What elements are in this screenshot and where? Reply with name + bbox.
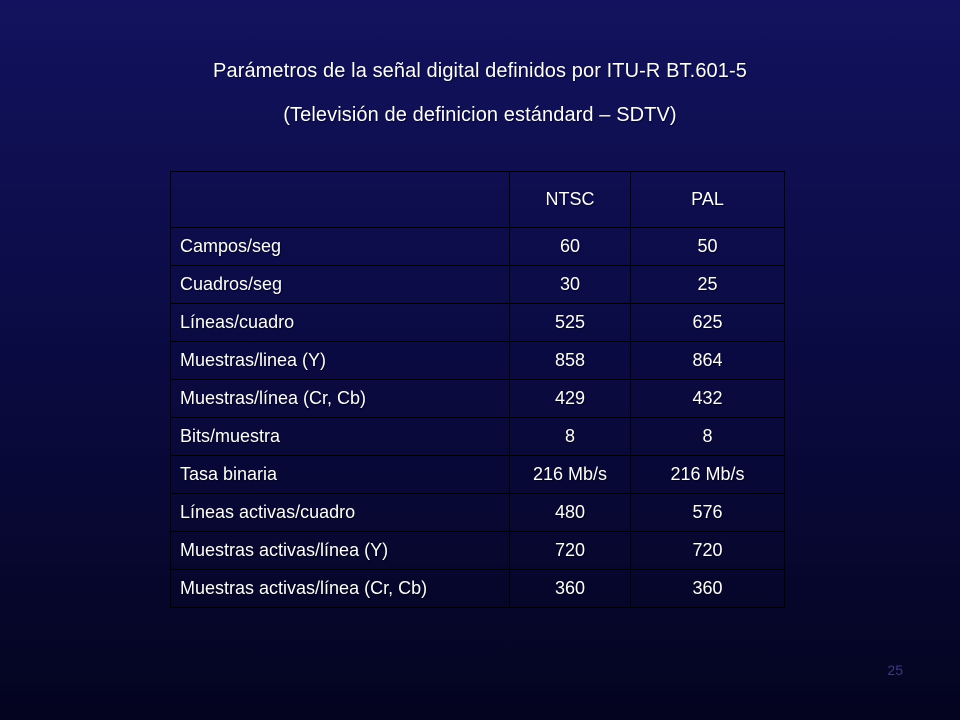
ntsc-value: 60 bbox=[510, 228, 631, 266]
row-label: Bits/muestra bbox=[171, 418, 510, 456]
table-row bbox=[171, 380, 785, 418]
ntsc-value: 8 bbox=[510, 418, 631, 456]
pal-value: 720 bbox=[631, 532, 785, 570]
pal-value: 864 bbox=[631, 342, 785, 380]
ntsc-value: 30 bbox=[510, 266, 631, 304]
pal-value: 625 bbox=[631, 304, 785, 342]
header-ntsc: NTSC bbox=[510, 172, 631, 228]
ntsc-value: 525 bbox=[510, 304, 631, 342]
row-label: Líneas activas/cuadro bbox=[171, 494, 510, 532]
ntsc-value: 720 bbox=[510, 532, 631, 570]
pal-value: 25 bbox=[631, 266, 785, 304]
slide-subtitle: (Televisión de definicion estándard – SDTV) bbox=[283, 104, 677, 126]
table-row bbox=[171, 532, 785, 570]
table-row bbox=[171, 266, 785, 304]
row-label: Muestras activas/línea (Cr, Cb) bbox=[171, 570, 510, 608]
row-label: Cuadros/seg bbox=[171, 266, 510, 304]
table-header-row bbox=[171, 172, 785, 228]
parameters-table bbox=[170, 171, 785, 608]
pal-value: 216 Mb/s bbox=[631, 456, 785, 494]
ntsc-value: 480 bbox=[510, 494, 631, 532]
ntsc-value: 360 bbox=[510, 570, 631, 608]
row-label: Líneas/cuadro bbox=[171, 304, 510, 342]
table-row bbox=[171, 304, 785, 342]
ntsc-value: 858 bbox=[510, 342, 631, 380]
row-label: Tasa binaria bbox=[171, 456, 510, 494]
header-pal: PAL bbox=[631, 172, 785, 228]
table-row bbox=[171, 456, 785, 494]
pal-value: 432 bbox=[631, 380, 785, 418]
header-empty-cell bbox=[171, 172, 510, 228]
pal-value: 360 bbox=[631, 570, 785, 608]
table-row bbox=[171, 342, 785, 380]
table-row bbox=[171, 494, 785, 532]
row-label: Muestras activas/línea (Y) bbox=[171, 532, 510, 570]
pal-value: 576 bbox=[631, 494, 785, 532]
row-label: Campos/seg bbox=[171, 228, 510, 266]
pal-value: 50 bbox=[631, 228, 785, 266]
page-number: 25 bbox=[887, 662, 903, 678]
table-row bbox=[171, 228, 785, 266]
table-row bbox=[171, 418, 785, 456]
table-row bbox=[171, 570, 785, 608]
pal-value: 8 bbox=[631, 418, 785, 456]
row-label: Muestras/línea (Cr, Cb) bbox=[171, 380, 510, 418]
slide-title: Parámetros de la señal digital definidos por ITU-R BT.601-5 bbox=[213, 60, 747, 82]
ntsc-value: 429 bbox=[510, 380, 631, 418]
row-label: Muestras/linea (Y) bbox=[171, 342, 510, 380]
ntsc-value: 216 Mb/s bbox=[510, 456, 631, 494]
